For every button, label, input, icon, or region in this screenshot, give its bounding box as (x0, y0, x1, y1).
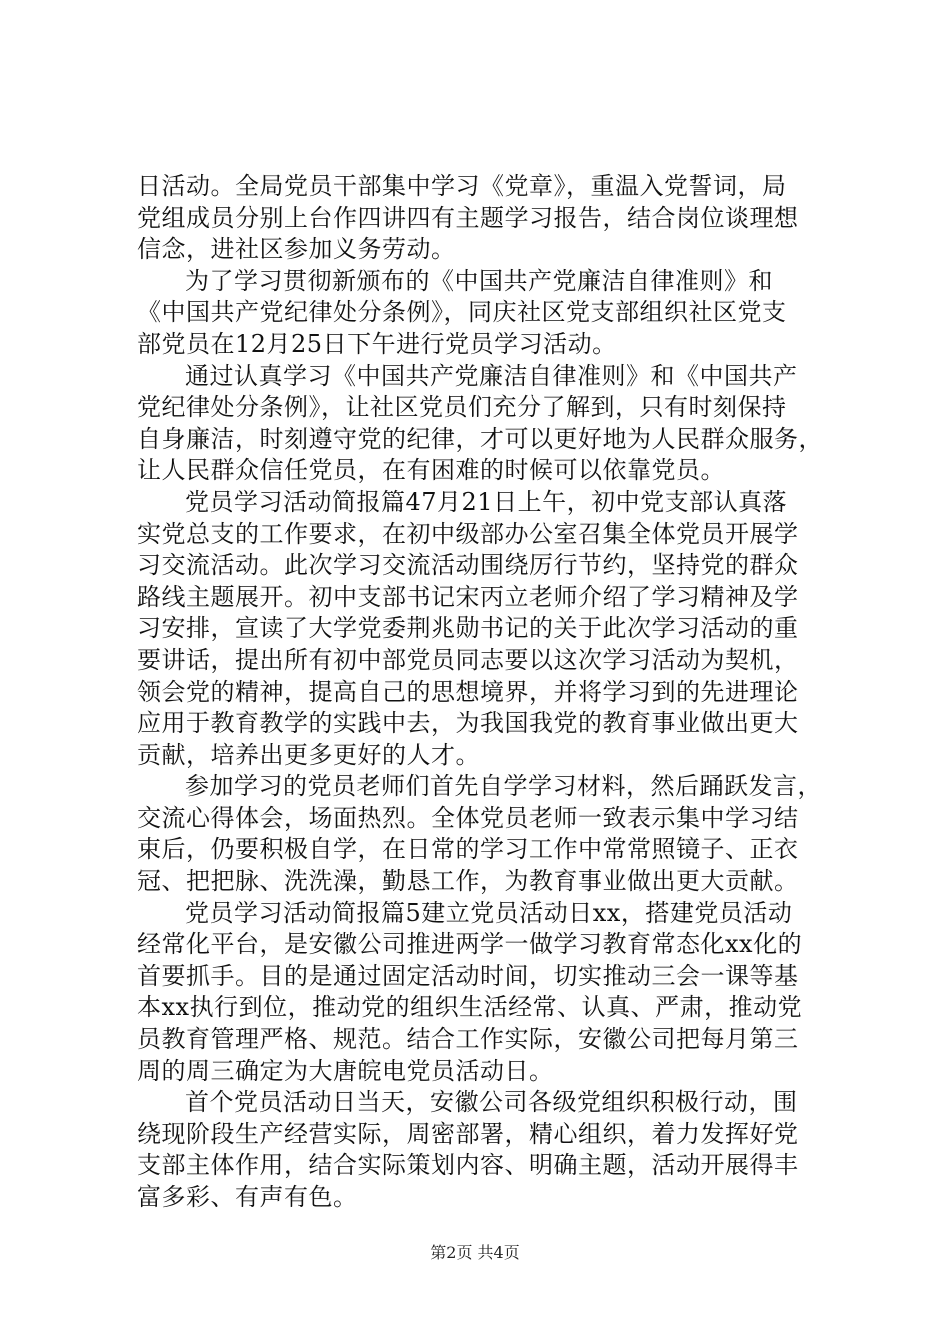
text-line: 日活动。全局党员干部集中学习《党章》，重温入党誓词，局 (137, 172, 787, 200)
text-line: 自身廉洁，时刻遵守党的纪律，才可以更好地为人民群众服务， (137, 424, 823, 453)
text-line: 领会党的精神，提高自己的思想境界，并将学习到的先进理论 (137, 677, 799, 706)
text-line: 部党员在12月25日下午进行党员学习活动。 (137, 329, 617, 358)
text-line: 党员学习活动简报篇5建立党员活动日xx，搭建党员活动 (185, 898, 793, 927)
text-line: 束后，仍要积极自学，在日常的学习工作中常常照镜子、正衣 (137, 835, 799, 864)
text-line: 让人民群众信任党员，在有困难的时候可以依靠党员。 (137, 456, 725, 485)
text-line: 绕现阶段生产经营实际，周密部署，精心组织，着力发挥好党 (137, 1119, 799, 1148)
text-line: 经常化平台，是安徽公司推进两学一做学习教育常态化xx化的 (137, 930, 803, 959)
text-line: 要讲话，提出所有初中部党员同志要以这次学习活动为契机， (137, 645, 799, 674)
text-line: 党员学习活动简报篇47月21日上午，初中党支部认真落 (185, 487, 788, 516)
text-line: 习安排，宣读了大学党委荆兆勋书记的关于此次学习活动的重 (137, 614, 799, 643)
text-line: 支部主体作用，结合实际策划内容、明确主题，活动开展得丰 (137, 1151, 799, 1180)
document-body (137, 171, 831, 1214)
text-line: 党纪律处分条例》，让社区党员们充分了解到，只有时刻保持 (137, 393, 787, 422)
text-line: 首个党员活动日当天，安徽公司各级党组织积极行动，围 (185, 1088, 798, 1117)
text-line: 通过认真学习《中国共产党廉洁自律准则》和《中国共产 (185, 361, 798, 390)
text-line: 路线主题展开。初中支部书记宋丙立老师介绍了学习精神及学 (137, 582, 799, 611)
text-line: 冠、把把脉、洗洗澡，勤恳工作，为教育事业做出更大贡献。 (137, 867, 799, 896)
text-line: 本xx执行到位，推动党的组织生活经常、认真、严肃，推动党 (137, 993, 803, 1022)
text-line: 员教育管理严格、规范。结合工作实际，安徽公司把每月第三 (137, 1025, 799, 1054)
text-line: 首要抓手。目的是通过固定活动时间，切实推动三会一课等基 (137, 961, 799, 990)
text-line: 周的周三确定为大唐皖电党员活动日。 (137, 1056, 554, 1085)
text-line: 为了学习贯彻新颁布的《中国共产党廉洁自律准则》和 (185, 266, 773, 295)
text-line: 习交流活动。此次学习交流活动围绕厉行节约，坚持党的群众 (137, 551, 799, 580)
text-line: 交流心得体会，场面热烈。全体党员老师一致表示集中学习结 (137, 803, 799, 832)
text-line: 党组成员分别上台作四讲四有主题学习报告，结合岗位谈理想 (137, 203, 799, 232)
text-line: 富多彩、有声有色。 (137, 1183, 358, 1211)
text-line: 贡献，培养出更多更好的人才。 (137, 740, 480, 769)
text-line: 实党总支的工作要求，在初中级部办公室召集全体党员开展学 (137, 519, 799, 548)
text-line: 《中国共产党纪律处分条例》，同庆社区党支部组织社区党支 (137, 298, 787, 327)
text-line: 信念，进社区参加义务劳动。 (137, 235, 456, 264)
page-footer: 第2页 共4页 (430, 1243, 520, 1262)
text-line: 参加学习的党员老师们首先自学学习材料，然后踊跃发言， (185, 772, 822, 801)
text-line: 应用于教育教学的实践中去，为我国我党的教育事业做出更大 (137, 709, 799, 738)
